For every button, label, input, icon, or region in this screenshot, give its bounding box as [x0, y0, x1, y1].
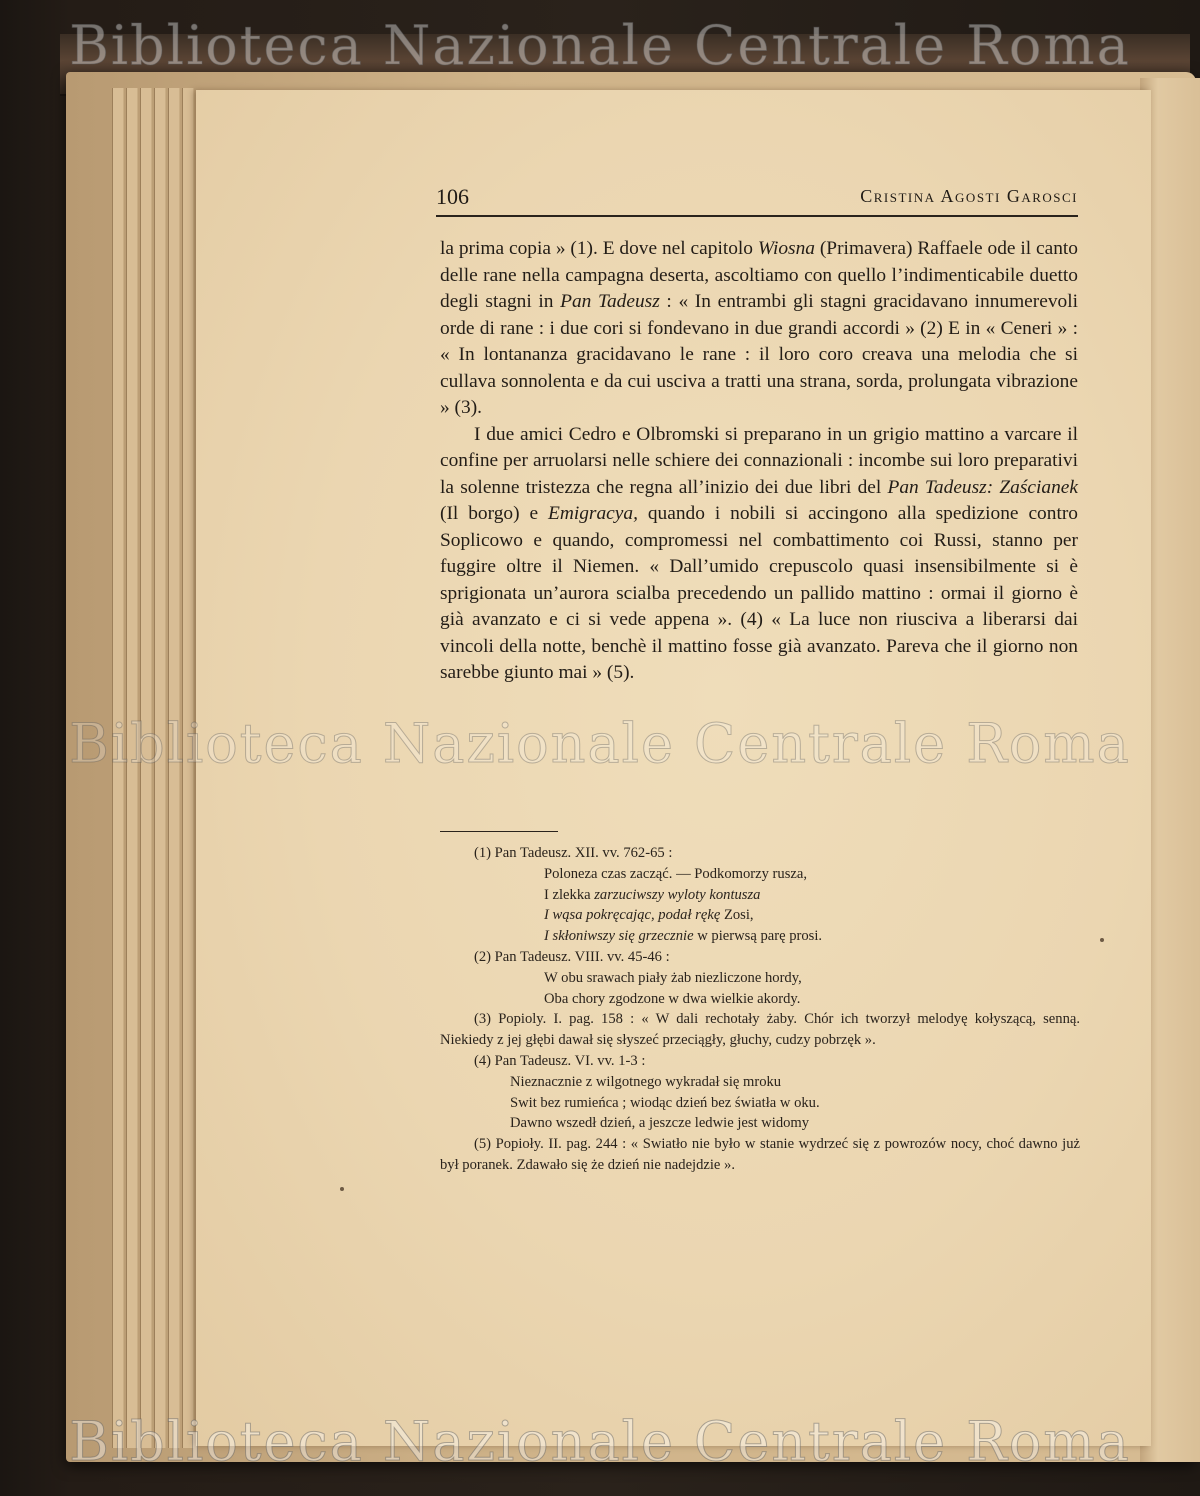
- footnotes: [440, 843, 1080, 1176]
- watermark: Biblioteca Nazionale Centrale Roma: [69, 14, 1131, 77]
- paragraph: I due amici Cedro e Olbromski si preparano in un grigio mattino a varcare il confine per arruolarsi nelle schiere dei connazionali : incombe sui loro preparativi la solenne tristezza che regna all’inizio dei due libri del Pan Tadeusz: Zaścianek (Il borgo) e Emigracya, quando i nobili si accingono alla spedizione contro Soplicowo e quando, compromessi nel combattimento coi Russi, stanno per fuggire oltre il Niemen. « Dall’umido crepuscolo quasi insensibilmente si è sprigionata un’aurora scialba precedendo un pallido mattino : ormai il giorno è già avanzato e ci si vede appena ». (4) « La luce non riusciva a liberarsi dai vincoli della notte, benchè il mattino fosse già avanzato. Pareva che il giorno non sarebbe giunto mai » (5).: [440, 423, 1078, 683]
- footnote-1: (1) Pan Tadeusz. XII. vv. 762-65 : Poloneza czas zacząć. — Podkomorzy rusza, I zlekka zarzuciwszy wyloty kontusza I wąsa pokręcając, podał rękę Zosi, I skłoniwszy się grzecznie w pierwsą parę prosi.: [474, 845, 823, 945]
- paper-speck: [1100, 938, 1104, 942]
- watermark: Biblioteca Nazionale Centrale Roma: [69, 1410, 1131, 1473]
- footnote-rule: [440, 831, 558, 832]
- footnote-4: (4) Pan Tadeusz. VI. vv. 1-3 : Nieznacznie z wilgotnego wykradał się mroku Swit bez rumieńca ; wiodąc dzień bez światła w oku. Dawno wszedł dzień, a jeszcze ledwie jest widomy: [474, 1052, 820, 1132]
- paper-speck: [340, 1187, 344, 1191]
- body-text: [440, 236, 1078, 687]
- page-number: 106: [436, 184, 469, 209]
- footnote-5: (5) Popioły. II. pag. 244 : « Swiatło nie było w stanie wydrzeć się z powrozów nocy, choć dawno już był poranek. Zdawało się że dzień nie nadejdzie ».: [440, 1136, 1080, 1173]
- author-header: Cristina Agosti Garosci: [860, 186, 1078, 206]
- watermark: Biblioteca Nazionale Centrale Roma: [69, 712, 1131, 775]
- running-head: [436, 184, 1078, 218]
- header-rule: [436, 215, 1078, 217]
- footnote-2: (2) Pan Tadeusz. VIII. vv. 45-46 : W obu srawach piały żab niezliczone hordy, Oba chory zgodzone w dwa wielkie akordy.: [474, 948, 802, 1007]
- footnote-3: (3) Popioly. I. pag. 158 : « W dali rechotały żaby. Chór ich tworzył melodyę kołyszącą, senną. Niekiedy z jej głębi dawał się słyszeć przeciągły, głuchy, cudzy pobrzęk ».: [440, 1011, 1080, 1049]
- paragraph: la prima copia » (1). E dove nel capitolo Wiosna (Primavera) Raffaele ode il canto delle rane nella campagna deserta, ascoltiamo con quello l’indimenticabile duetto degli stagni in Pan Tadeusz : « In entrambi gli stagni gracidavano innumerevoli orde di rane : i due cori si fondevano in due grandi accordi » (2) E in « Ceneri » : « In lontananza gracidavano le rane : il loro coro creava una melodia che si cullava sonnolenta e da cui usciva a tratti una strana, sorda, prolungata vibrazione » (3).: [440, 238, 1078, 418]
